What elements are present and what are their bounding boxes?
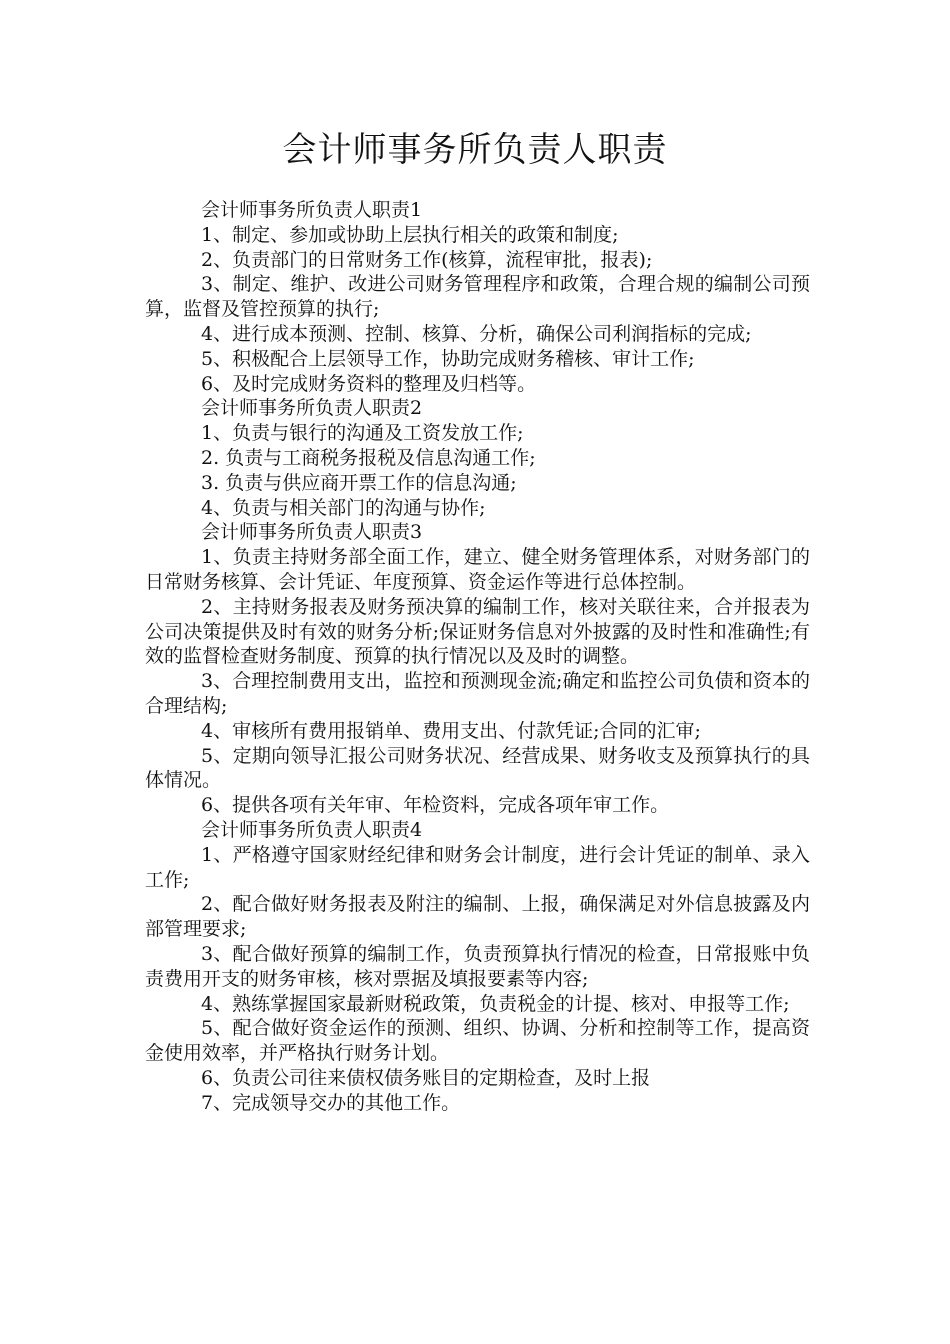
paragraph: 5、积极配合上层领导工作，协助完成财务稽核、审计工作; (201, 347, 695, 370)
paragraph: 6、及时完成财务资料的整理及归档等。 (201, 372, 537, 395)
paragraph: 会计师事务所负责人职责1 (201, 199, 423, 221)
paragraph: 1、制定、参加或协助上层执行相关的政策和制度; (201, 223, 619, 246)
paragraph: 3、配合做好预算的编制工作，负责预算执行情况的检查，日常报账中负责费用开支的财务审核，核对票据及填报要素等内容; (145, 942, 810, 990)
paragraph: 3. 负责与供应商开票工作的信息沟通; (201, 471, 517, 494)
document-body (145, 198, 810, 1115)
paragraph: 3、合理控制费用支出，监控和预测现金流;确定和监控公司负债和资本的合理结构; (145, 670, 810, 717)
paragraph: 3、制定、维护、改进公司财务管理程序和政策，合理合规的编制公司预算，监督及管控预算的执行; (145, 273, 810, 321)
document-title: 会计师事务所负责人职责 (282, 130, 668, 170)
paragraph: 4、熟练掌握国家最新财税政策，负责税金的计提、核对、申报等工作; (201, 992, 790, 1015)
paragraph: 会计师事务所负责人职责4 (201, 818, 423, 841)
paragraph: 2、主持财务报表及财务预决算的编制工作，核对关联往来，合并报表为公司决策提供及时有效的财务分析;保证财务信息对外披露的及时性和准确性;有效的监督检查财务制度、预算的执行情况以及及时的调整。 (145, 595, 810, 668)
paragraph: 2. 负责与工商税务报税及信息沟通工作; (201, 446, 536, 469)
paragraph: 5、配合做好资金运作的预测、组织、协调、分析和控制等工作，提高资金使用效率，并严格执行财务计划。 (145, 1017, 810, 1065)
paragraph: 5、定期向领导汇报公司财务状况、经营成果、财务收支及预算执行的具体情况。 (145, 744, 810, 792)
paragraph: 7、完成领导交办的其他工作。 (201, 1091, 461, 1114)
paragraph: 4、审核所有费用报销单、费用支出、付款凭证;合同的汇审; (201, 719, 701, 742)
paragraph: 2、负责部门的日常财务工作(核算，流程审批，报表); (201, 248, 653, 271)
paragraph: 4、进行成本预测、控制、核算、分析，确保公司利润指标的完成; (201, 322, 752, 345)
paragraph: 1、负责主持财务部全面工作，建立、健全财务管理体系，对财务部门的日常财务核算、会计凭证、年度预算、资金运作等进行总体控制。 (145, 546, 810, 593)
paragraph: 会计师事务所负责人职责3 (201, 521, 423, 544)
paragraph: 4、负责与相关部门的沟通与协作; (201, 496, 486, 519)
paragraph: 2、配合做好财务报表及附注的编制、上报，确保满足对外信息披露及内部管理要求; (145, 893, 810, 941)
paragraph: 6、负责公司往来债权债务账目的定期检查，及时上报 (201, 1066, 651, 1089)
paragraph: 1、严格遵守国家财经纪律和财务会计制度，进行会计凭证的制单、录入工作; (145, 843, 810, 891)
paragraph: 6、提供各项有关年审、年检资料，完成各项年审工作。 (201, 794, 670, 817)
paragraph: 会计师事务所负责人职责2 (201, 397, 423, 420)
paragraph: 1、负责与银行的沟通及工资发放工作; (201, 422, 524, 445)
